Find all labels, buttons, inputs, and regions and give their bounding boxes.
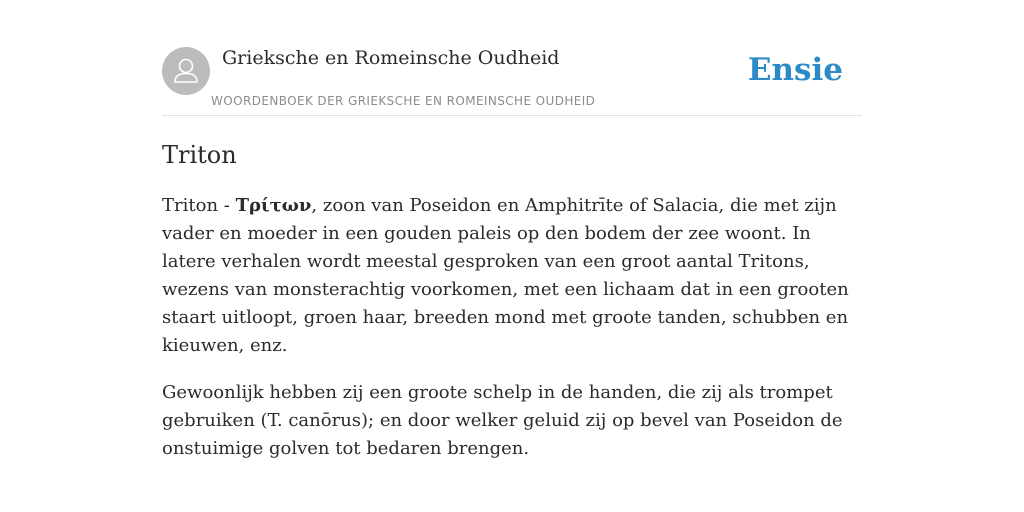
source-subtitle: WOORDENBOEK DER GRIEKSCHE EN ROMEINSCHE OUDHEID [211,94,596,108]
source-header [162,0,862,116]
article [162,138,862,463]
source-avatar[interactable] [162,47,210,95]
brand-logo-link[interactable]: Ensie [747,52,843,88]
definition-paragraph-1 [162,192,862,360]
definition-lead: Triton - [162,195,236,216]
source-title-link[interactable]: Grieksche en Romeinsche Oudheid [222,47,560,69]
entry-title: Triton [162,141,237,169]
user-placeholder-icon [162,47,210,95]
definition-paragraph-2: Gewoonlijk hebben zij een groote schelp in de handen, die zij als trompet gebruiken (T. canōrus); en door welker geluid zij op bevel van Poseidon de onstuimige golven tot bedaren brengen. [162,382,843,459]
definition-body: , zoon van Poseidon en Amphitrīte of Salacia, die met zijn vader en moeder in een gouden paleis op den bodem der zee woont. In latere verhalen wordt meestal gesproken van een groot aantal Tritons, wezens van monsterachtig voorkomen, met een lichaam dat in een grooten staart uitloopt, groen haar, breeden mond met groote tanden, schubben en kieuwen, enz. [162,195,849,356]
greek-term: Τρίτων [235,195,312,216]
